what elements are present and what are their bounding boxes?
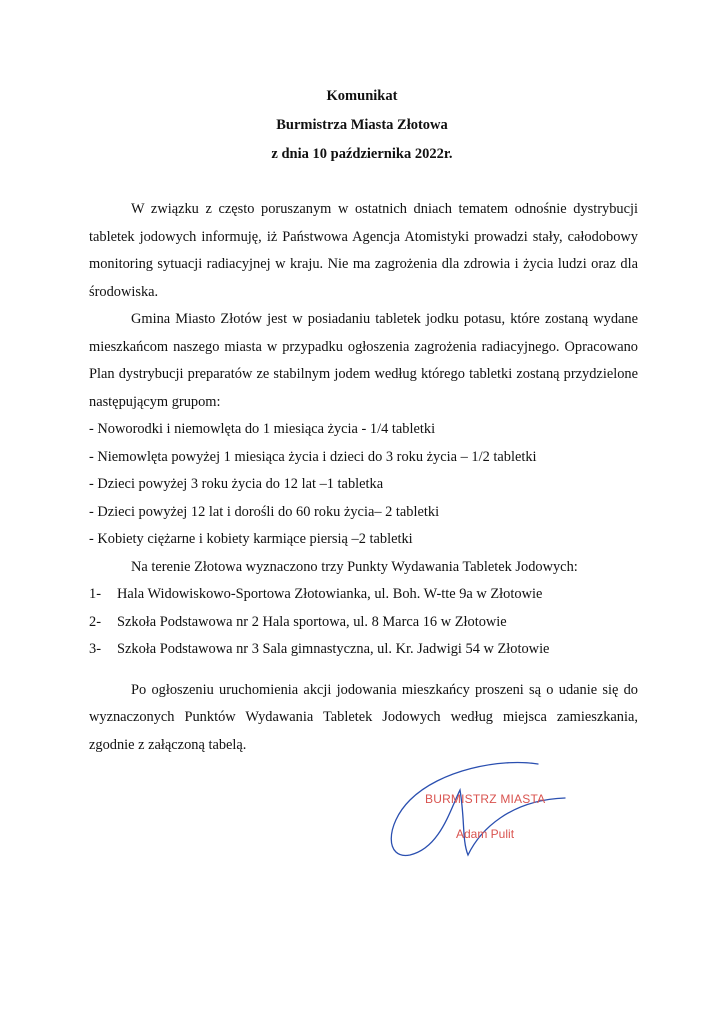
signature-scribble [380, 760, 580, 870]
list-number: 3- [89, 641, 101, 657]
document-title: Komunikat [326, 88, 398, 104]
list-item [89, 581, 638, 609]
list-item: - Dzieci powyżej 12 lat i dorośli do 60 roku życia– 2 tabletki [89, 503, 440, 520]
document-date: z dnia 10 października 2022r. [271, 146, 453, 162]
paragraph-intro: W związku z często poruszanym w ostatnich dniach tematem odnośnie dystrybucji tabletek jodowych informuję, iż Państwowa Agencja Atomistyki prowadzi stały, całodobowy monitoring sytuacji radiacyjnej w kraju. Nie ma zagrożenia dla zdrowia i życia ludzi oraz dla środowiska. [89, 201, 638, 300]
list-item [89, 609, 638, 637]
stamp-name: Adam Pulit [456, 827, 515, 841]
paragraph-plan: Gmina Miasto Złotów jest w posiadaniu tabletek jodku potasu, które zostaną wydane mieszkańcom naszego miasta w przypadku ogłoszenia zagrożenia radiacyjnego. Opracowano Plan dystrybucji preparatów ze stabilnym jodem według którego tabletki zostaną przydzielone następującym grupom: [89, 311, 638, 410]
stamp-title: BURMISTRZ MIASTA [425, 792, 546, 806]
paragraph-points-intro: Na terenie Złotowa wyznaczono trzy Punkty Wydawania Tabletek Jodowych: [131, 558, 578, 575]
document-body [89, 196, 638, 759]
points-list [0, 581, 638, 664]
list-item: - Kobiety ciężarne i kobiety karmiące piersią –2 tabletki [89, 531, 413, 547]
list-number: 1- [89, 586, 101, 602]
list-text: Hala Widowiskowo-Sportowa Złotowianka, ul. Boh. W-tte 9a w Złotowie [117, 586, 543, 602]
list-number: 2- [89, 613, 101, 630]
list-item: - Niemowlęta powyżej 1 miesiąca życia i dzieci do 3 roku życia – 1/2 tabletki [89, 448, 537, 465]
list-text: Szkoła Podstawowa nr 2 Hala sportowa, ul. 8 Marca 16 w Złotowie [117, 613, 507, 630]
document-issuer: Burmistrza Miasta Złotowa [276, 117, 448, 133]
list-item: - Noworodki i niemowlęta do 1 miesiąca życia - 1/4 tabletki [89, 421, 436, 437]
list-text: Szkoła Podstawowa nr 3 Sala gimnastyczna, ul. Kr. Jadwigi 54 w Złotowie [117, 641, 550, 657]
group-list [89, 416, 638, 554]
paragraph-instructions: Po ogłoszeniu uruchomienia akcji jodowania mieszkańcy proszeni są o udanie się do wyznaczonych Punktów Wydawania Tabletek Jodowych według miejsca zamieszkania, zgodnie z załączoną tabelą. [89, 681, 638, 753]
list-item: - Dzieci powyżej 3 roku życia do 12 lat –1 tabletka [89, 476, 384, 492]
list-item [89, 636, 638, 664]
